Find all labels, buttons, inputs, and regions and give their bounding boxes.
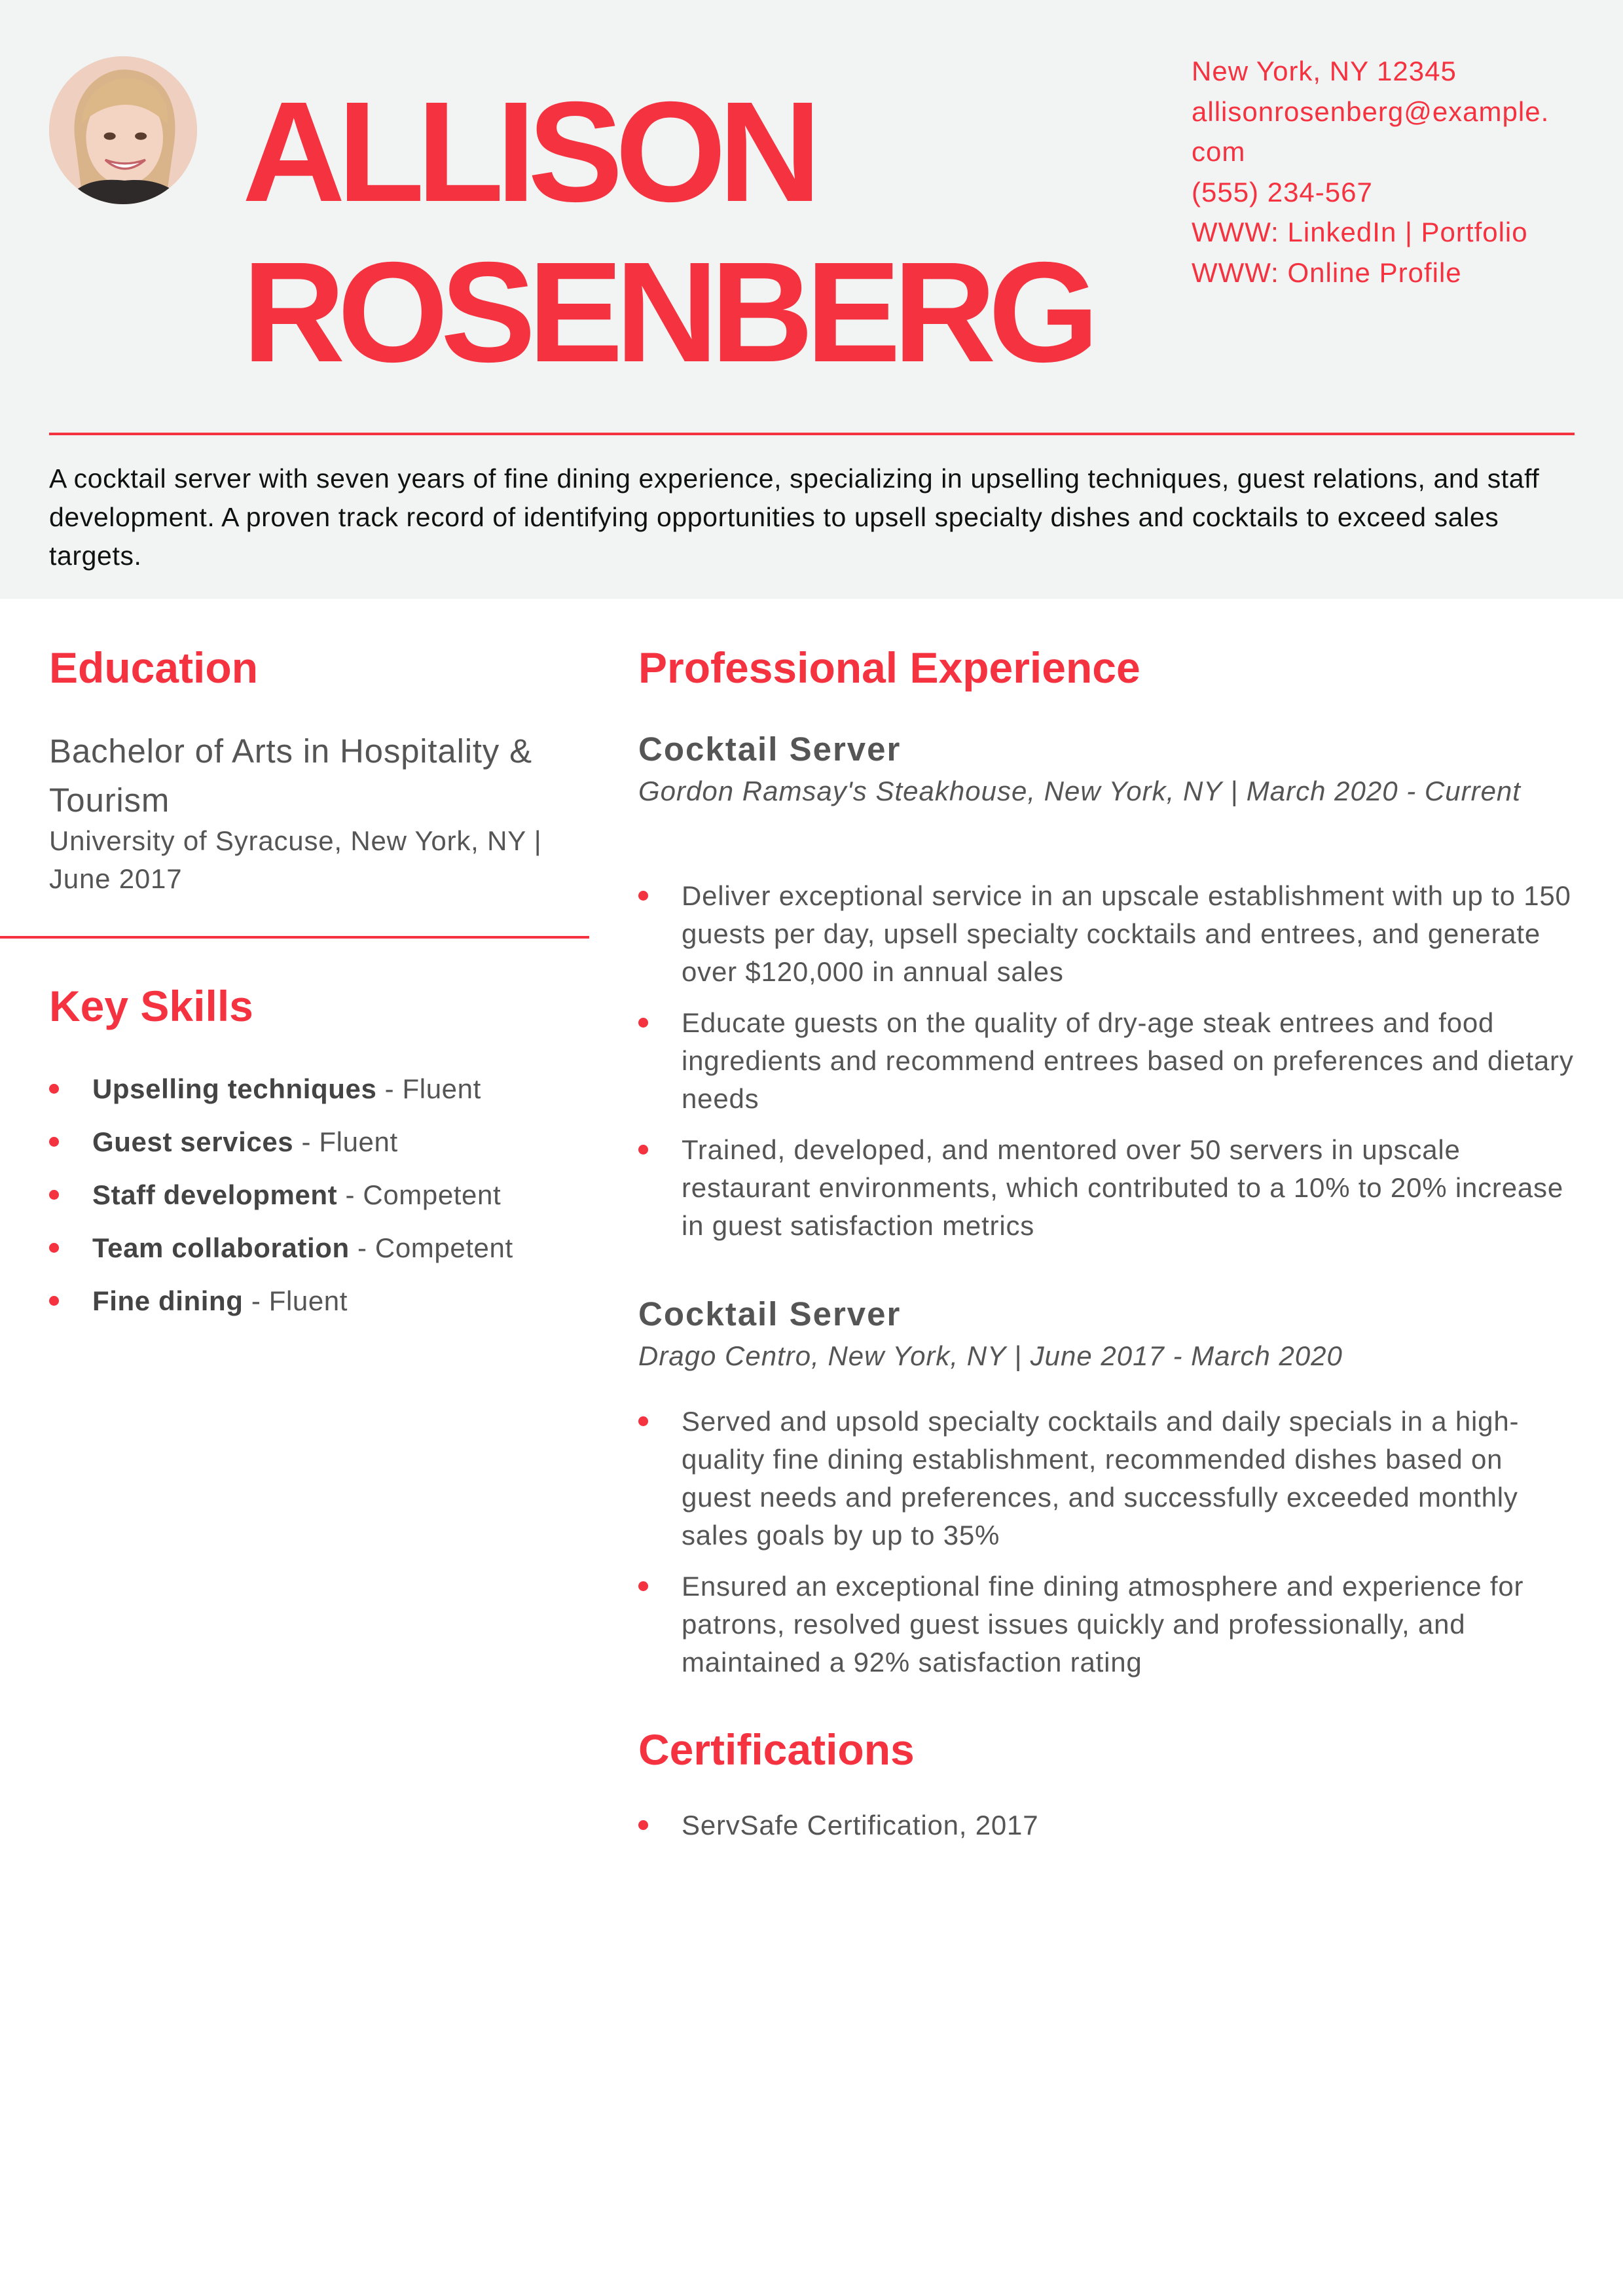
bullet-text: Educate guests on the quality of dry-age steak entrees and food ingredients and recommend entrees based on preferences and dietary needs [682, 1007, 1574, 1114]
skill-level: - Fluent [293, 1126, 398, 1157]
candidate-name [242, 72, 1146, 393]
job-meta: Gordon Ramsay's Steakhouse, New York, NY | March 2020 - Current [638, 776, 1521, 806]
last-name: ROSENBERG [242, 233, 1092, 392]
education-meta: University of Syracuse, New York, NY | June 2017 [49, 825, 542, 894]
skill-level: - Competent [337, 1179, 501, 1210]
education-heading: Education [49, 643, 259, 692]
list-item [49, 1274, 593, 1327]
list-item [49, 1221, 593, 1274]
contact-email-line2[interactable]: com [1192, 136, 1246, 167]
job-title: Cocktail Server [638, 1295, 902, 1333]
certifications-list [638, 1806, 1575, 1857]
list-item [638, 1004, 1575, 1118]
bullet-icon [49, 1137, 59, 1147]
bullet-icon [49, 1190, 59, 1200]
bullet-icon [638, 1416, 648, 1426]
job-bullets [638, 1403, 1575, 1695]
job-bullets [638, 877, 1575, 1258]
contact-phone: (555) 234-567 [1192, 176, 1373, 207]
contact-email-line1[interactable]: allisonrosenberg@example. [1192, 96, 1550, 127]
job-title: Cocktail Server [638, 730, 902, 768]
bullet-icon [638, 1581, 648, 1591]
education-degree: Bachelor of Arts in Hospitality & Tourism [49, 732, 532, 819]
bullet-icon [49, 1084, 59, 1094]
list-item [638, 1806, 1575, 1844]
summary-text: A cocktail server with seven years of fine dining experience, specializing in upselling techniques, guest relations, and staff development. A proven track record of identifying opportunities to upsell specialty dishes and cocktails to exceed sales targets. [49, 463, 1540, 571]
bullet-icon [638, 1820, 648, 1830]
skill-level: - Competent [349, 1232, 513, 1263]
certifications-heading: Certifications [638, 1725, 915, 1774]
skill-name: Fine dining [92, 1285, 244, 1316]
skills-list [49, 1062, 593, 1327]
contact-location: New York, NY 12345 [1192, 56, 1457, 86]
skill-level: - Fluent [376, 1073, 481, 1104]
contact-block [1192, 51, 1597, 293]
bullet-icon [638, 891, 648, 901]
certification-text: ServSafe Certification, 2017 [682, 1810, 1039, 1840]
list-item [49, 1168, 593, 1221]
list-item [638, 1403, 1575, 1554]
bullet-icon [638, 1145, 648, 1155]
skill-name: Staff development [92, 1179, 338, 1210]
skills-heading: Key Skills [49, 982, 253, 1030]
skill-name: Team collaboration [92, 1232, 350, 1263]
bullet-text: Ensured an exceptional fine dining atmosphere and experience for patrons, resolved guest issues quickly and professionally, and maintained a 92% satisfaction rating [682, 1571, 1524, 1677]
bullet-icon [638, 1018, 648, 1028]
header-divider [49, 433, 1575, 435]
list-item [638, 1568, 1575, 1681]
first-name: ALLISON [242, 73, 814, 232]
list-item [638, 1131, 1575, 1245]
contact-profile[interactable]: WWW: Online Profile [1192, 257, 1462, 288]
skill-name: Upselling techniques [92, 1073, 377, 1104]
avatar-portrait [49, 56, 197, 204]
header-band [0, 0, 1623, 599]
skill-level: - Fluent [243, 1285, 348, 1316]
bullet-icon [49, 1296, 59, 1306]
bullet-icon [49, 1243, 59, 1253]
bullet-text: Served and upsold specialty cocktails and daily specials in a high-quality fine dining establishment, recommended dishes based on guest needs and preferences, and successfully exceeded monthly sales goals by up to 35% [682, 1406, 1520, 1551]
list-item [638, 877, 1575, 991]
contact-links[interactable]: WWW: LinkedIn | Portfolio [1192, 217, 1528, 247]
profile-photo [49, 56, 197, 204]
experience-heading: Professional Experience [638, 643, 1140, 692]
bullet-text: Deliver exceptional service in an upscale establishment with up to 150 guests per day, upsell specialty cocktails and entrees, and generate over $120,000 in annual sales [682, 880, 1571, 987]
list-item [49, 1115, 593, 1168]
list-item [49, 1062, 593, 1115]
bullet-text: Trained, developed, and mentored over 50 servers in upscale restaurant environments, which contributed to a 10% to 20% increase in guest satisfaction metrics [682, 1134, 1563, 1241]
education-divider [0, 936, 589, 939]
skill-name: Guest services [92, 1126, 294, 1157]
job-meta: Drago Centro, New York, NY | June 2017 - March 2020 [638, 1340, 1343, 1371]
